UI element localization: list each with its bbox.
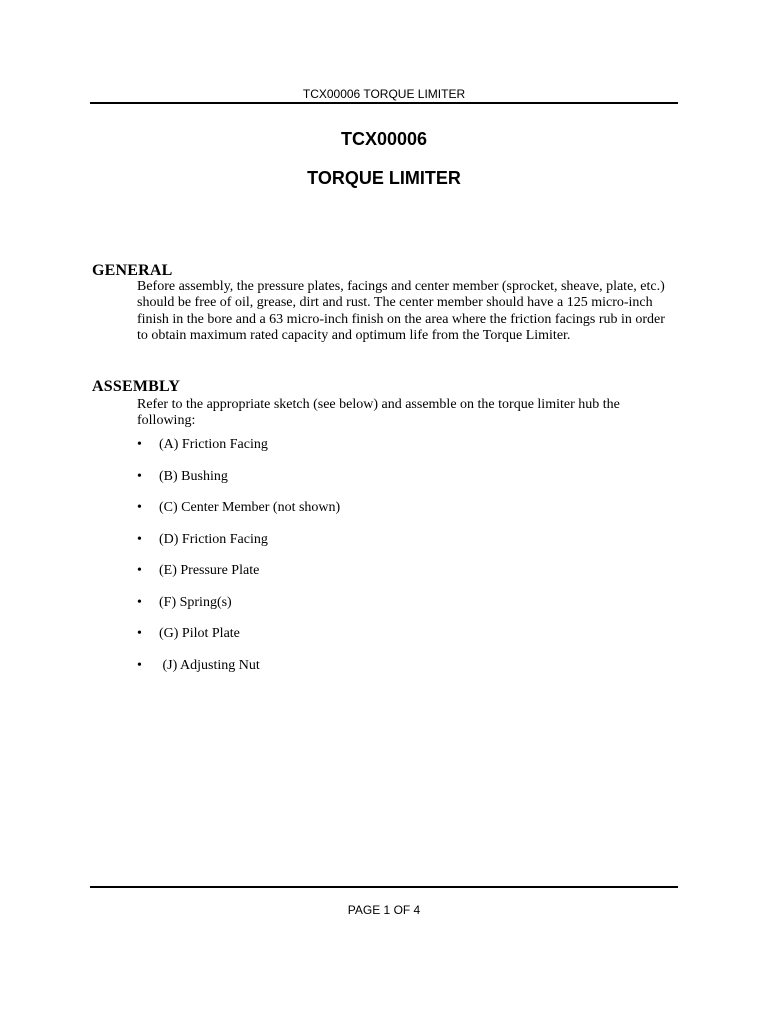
bullet-icon: •	[137, 437, 142, 452]
bullet-icon: •	[137, 626, 142, 641]
page-number: PAGE 1 OF 4	[347, 903, 421, 917]
bullet-icon: •	[137, 657, 142, 673]
assembly-heading: ASSEMBLY	[92, 378, 181, 395]
list-item-text: (B) Bushing	[159, 468, 228, 484]
list-item-text: (G) Pilot Plate	[159, 626, 240, 641]
list-item-text: (D) Friction Facing	[159, 531, 268, 547]
list-item-text: (F) Spring(s)	[159, 594, 232, 610]
list-item	[137, 436, 340, 468]
bullet-icon: •	[137, 594, 142, 610]
document-title: TORQUE LIMITER	[307, 168, 461, 188]
assembly-parts-list	[137, 436, 340, 688]
header-rule	[90, 102, 678, 104]
footer-rule	[90, 886, 678, 888]
list-item	[137, 531, 340, 563]
bullet-icon: •	[137, 500, 142, 515]
list-item	[137, 594, 340, 626]
general-paragraph: Before assembly, the pressure plates, facings and center member (sprocket, sheave, plate, etc.) should be free of oil, grease, dirt and rust. The center member should have a 125 micro-inch finish in the bore and a 63 micro-inch finish on the area where the friction facings rub in order to obtain maximum rated capacity and optimum life from the Torque Limiter.	[137, 279, 665, 344]
document-code: TCX00006	[340, 129, 428, 149]
list-item-text: (C) Center Member (not shown)	[159, 500, 341, 515]
list-item-text: (A) Friction Facing	[159, 437, 268, 452]
list-item-text: (E) Pressure Plate	[159, 563, 260, 578]
list-item	[137, 468, 340, 500]
list-item	[137, 625, 340, 657]
list-item	[137, 562, 340, 594]
running-header: TCX00006 TORQUE LIMITER	[302, 87, 466, 101]
assembly-intro: Refer to the appropriate sketch (see below) and assemble on the torque limiter hub the following:	[137, 397, 620, 429]
list-item	[137, 657, 340, 689]
general-heading: GENERAL	[92, 262, 173, 279]
list-item-text: (J) Adjusting Nut	[159, 657, 260, 673]
bullet-icon: •	[137, 531, 142, 547]
bullet-icon: •	[137, 468, 142, 484]
bullet-icon: •	[137, 563, 142, 578]
list-item	[137, 499, 340, 531]
